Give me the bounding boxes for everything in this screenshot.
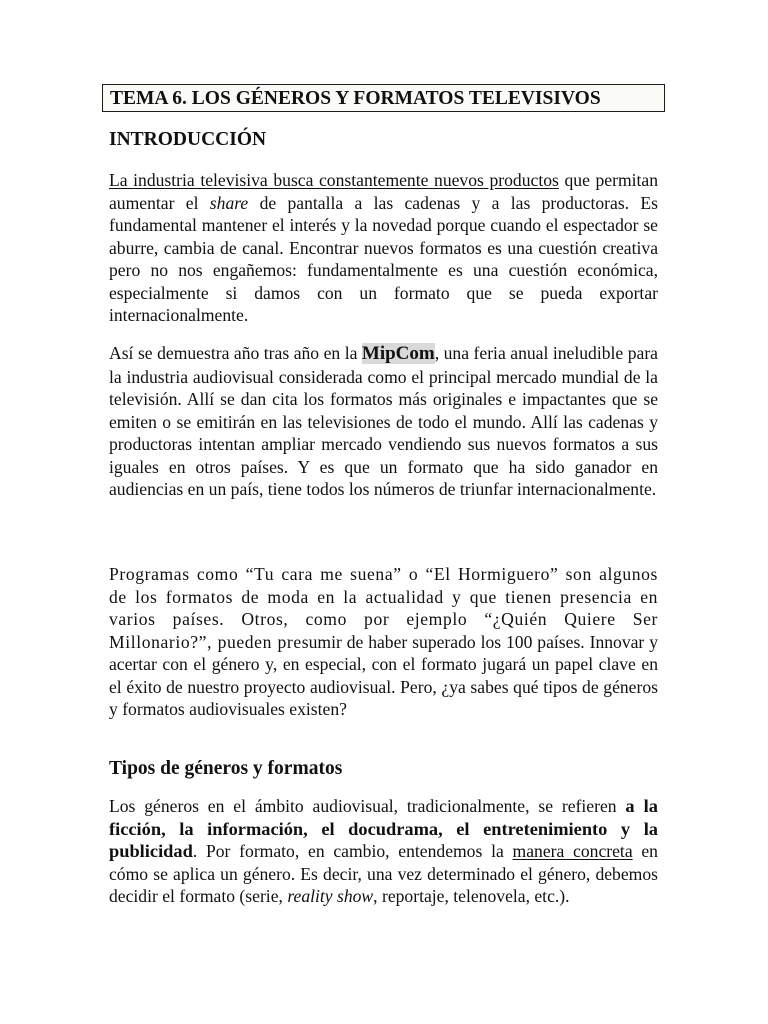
paragraph-text: Los géneros en el ámbito audiovisual, tradicionalmente, se refieren <box>109 796 626 816</box>
paragraph-text: sumir de haber superado los 100 países. Innovar y acertar con el género y, en especial, con el formato jugará un papel clave en el éxito de nuestro proyecto audiovisual. Pero, ¿ya sabes qué tipos de géneros y formatos audiovisuales existen? <box>109 631 658 719</box>
paragraph-text: Programas como “Tu cara me suena” o “El Hormiguero” son algunos de los formatos de moda en la actualidad y que tienen presencia en varios países. Otros, como por ejemplo “¿Quién Quiere Ser Millonario?”, pueden pre <box>109 564 658 652</box>
underlined-phrase: La industria televisiva busca constantemente nuevos productos <box>109 170 559 190</box>
italic-term: reality show <box>287 886 374 906</box>
section-heading-introduccion: INTRODUCCIÓN <box>109 129 267 150</box>
paragraph-programas <box>109 563 658 721</box>
italic-term: share <box>209 192 249 213</box>
paragraph-generos <box>109 795 658 908</box>
highlighted-term: MipCom <box>361 343 435 364</box>
underlined-phrase: manera concreta <box>512 841 633 861</box>
paragraph-text: . Por formato, en cambio, entendemos la <box>192 841 513 861</box>
paragraph-text: , reportaje, telenovela, etc.). <box>373 886 570 906</box>
section-heading-tipos: Tipos de géneros y formatos <box>109 758 343 779</box>
paragraph-text: , una feria anual ineludible para la industria audiovisual considerada como el principal mercado mundial de la televisión. Allí se dan cita los formatos más originales e impactantes que se emiten o se emitirán en las televisiones de todo el mundo. Allí las cadenas y productoras intentan ampliar mercado vendiendo sus nuevos formatos a sus iguales en otros países. Y es que un formato que ha sido ganador en audiencias en un país, tiene todos los números de triunfar internacionalmente. <box>109 343 658 499</box>
paragraph-text: Así se demuestra año tras año en la <box>109 343 362 363</box>
paragraph-text: en cómo se aplica un género. Es decir, una vez determinado el género, debemos decidir el formato (serie, <box>109 841 658 906</box>
paragraph-text: de pantalla a las cadenas y a las productoras. Es fundamental mantener el interés y la novedad porque cuando el espectador se aburre, cambia de canal. Encontrar nuevos formatos es una cuestión creativa pero no nos engañemos: fundamentalmente es una cuestión económica, especialmente si damos con un formato que se pueda exportar internacionalmente. <box>109 192 658 325</box>
page-title: TEMA 6. LOS GÉNEROS Y FORMATOS TELEVISIVOS <box>102 84 665 112</box>
paragraph-industria <box>109 169 658 327</box>
bold-phrase: a la ficción, la información, el docudrama, el entretenimiento y la publicidad <box>109 796 658 861</box>
paragraph-text: que permitan aumentar el <box>109 170 659 213</box>
paragraph-mipcom <box>109 342 658 501</box>
